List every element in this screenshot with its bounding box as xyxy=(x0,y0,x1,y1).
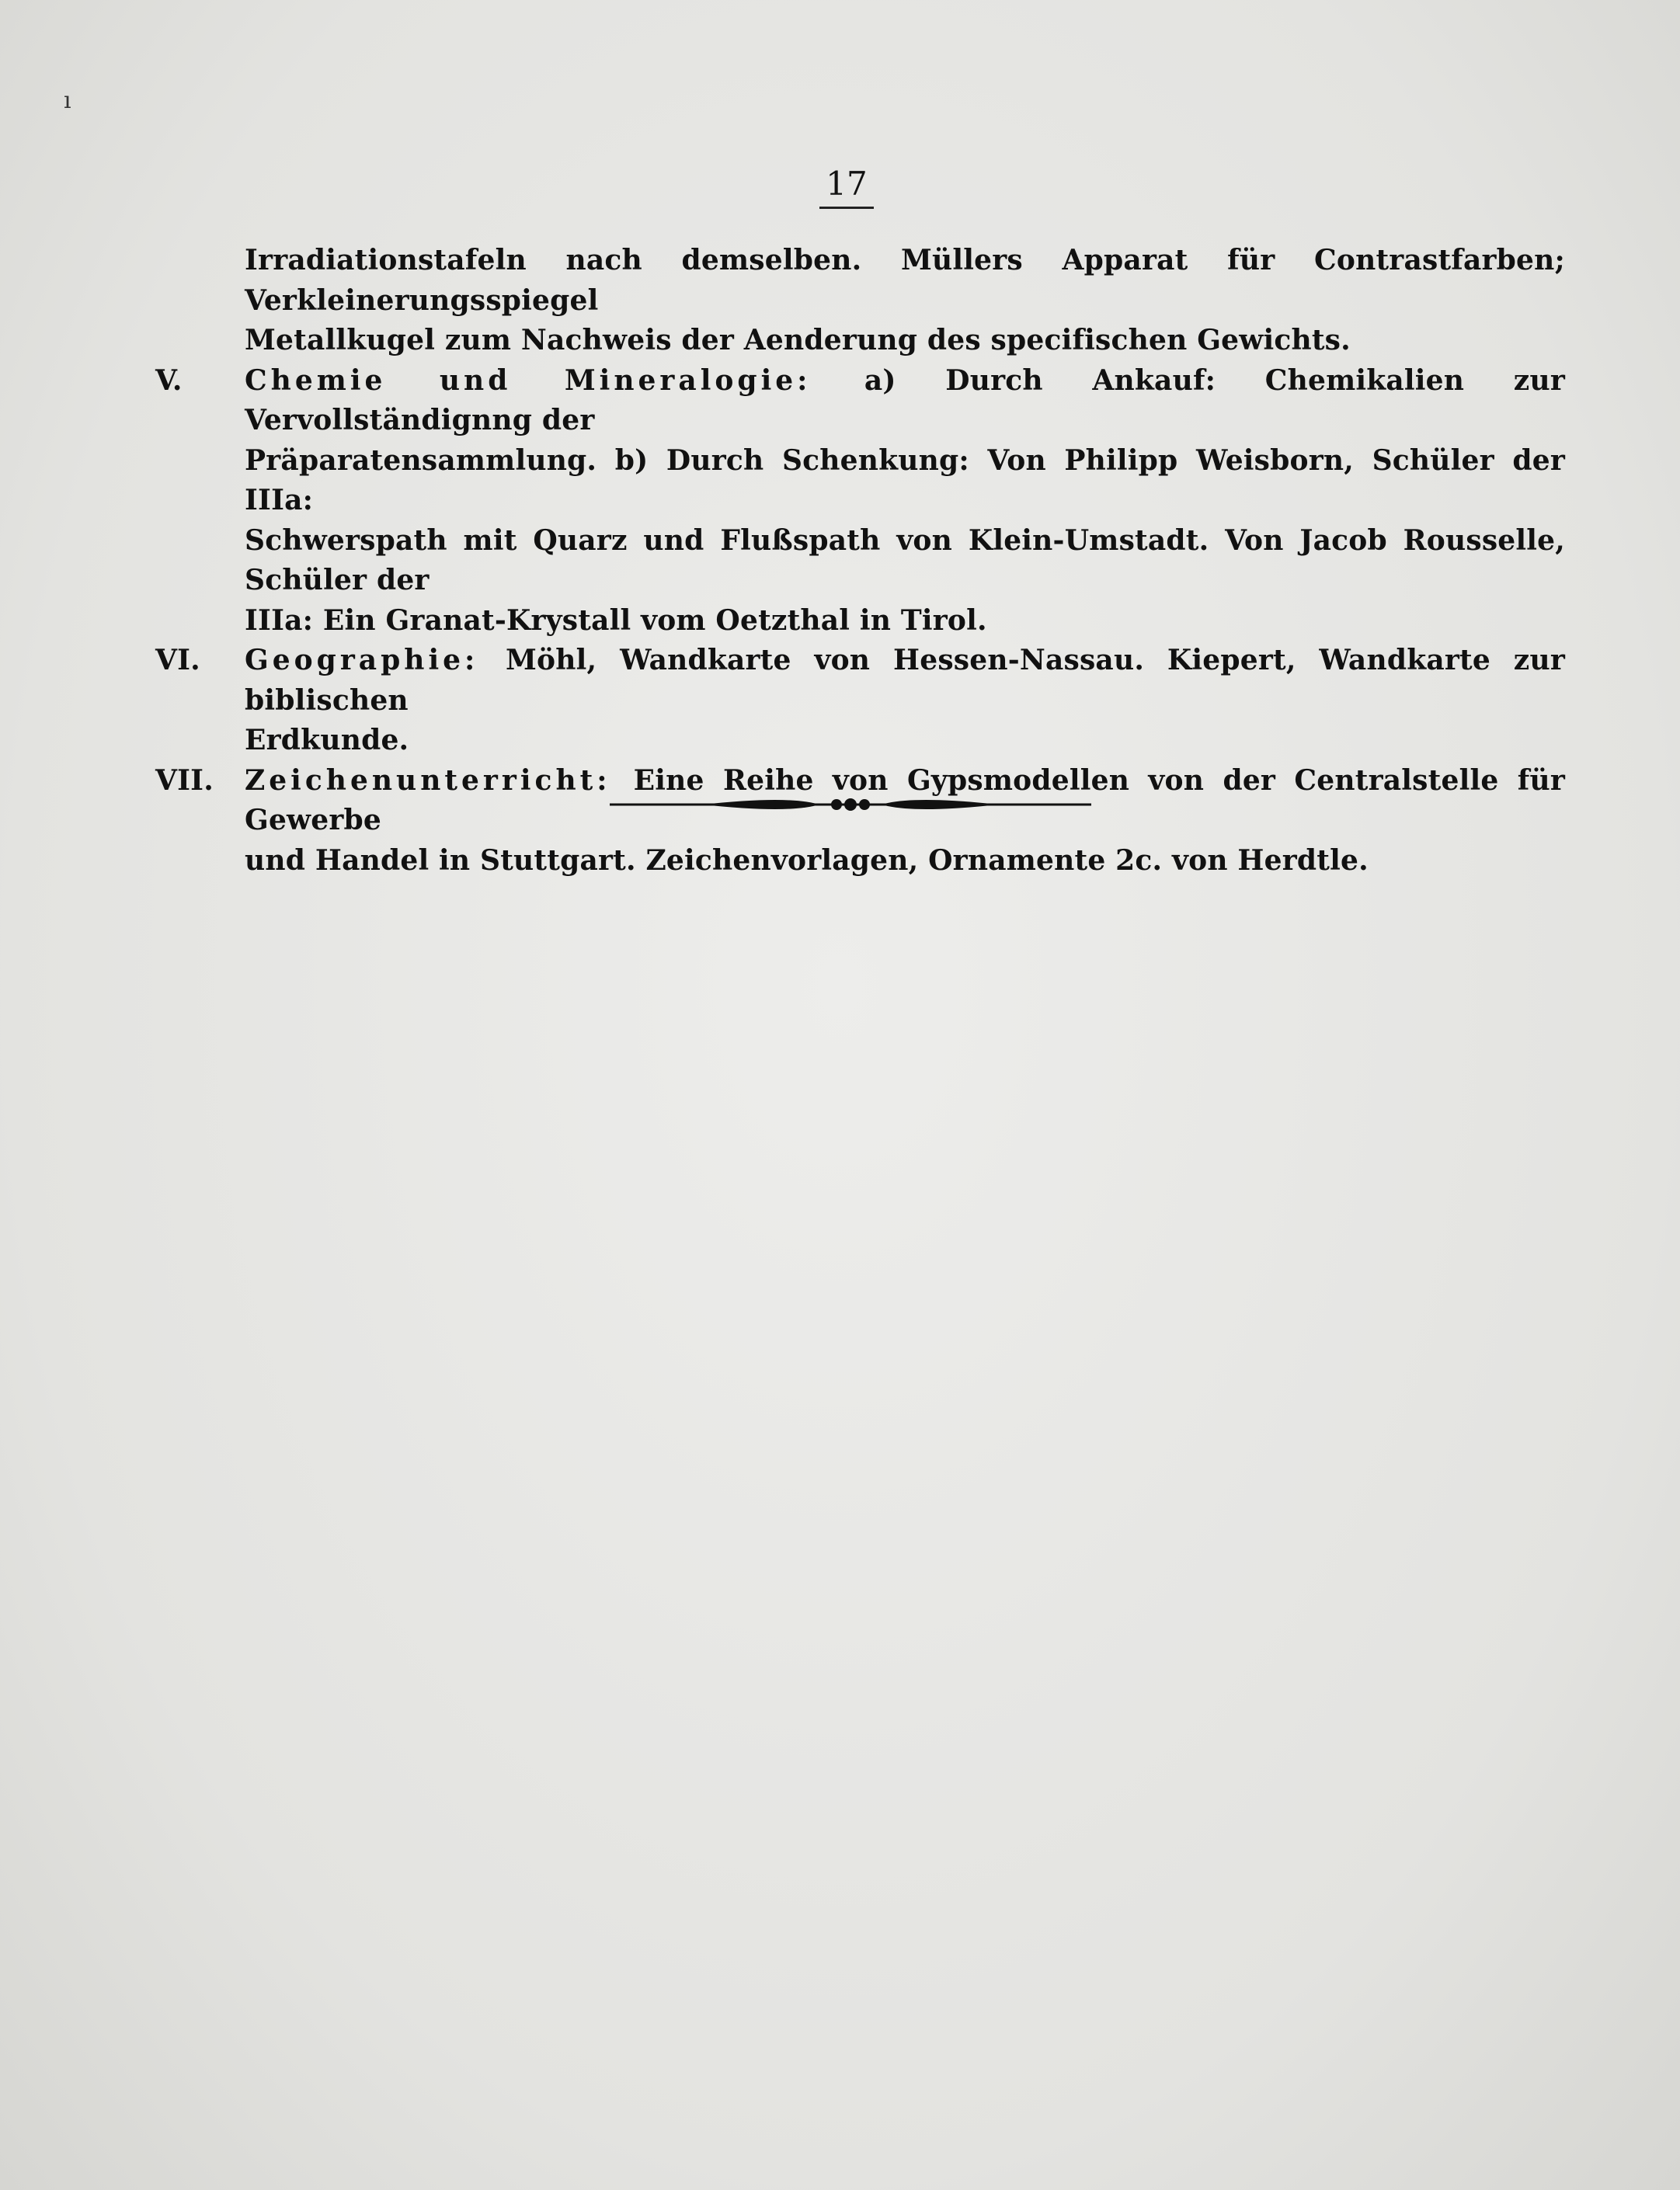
section-heading: Chemie und Mineralogie: xyxy=(245,363,864,397)
text-line: Metallkugel zum Nachweis der Aenderung des specifischen Gewichts. xyxy=(245,324,1351,356)
section-numeral: VI. xyxy=(155,644,200,676)
ornament-divider xyxy=(610,794,1091,815)
paragraph-zeichenunterricht xyxy=(155,761,1565,881)
section-heading: Geographie: xyxy=(245,644,506,676)
document-body xyxy=(155,241,1565,881)
text-line: Möhl, Wandkarte von Hessen-Nassau. Kiepert, Wandkarte zur biblischen xyxy=(245,644,1565,717)
paragraph-continuation xyxy=(155,241,1565,361)
paragraph-geographie xyxy=(155,641,1565,761)
text-line: und Handel in Stuttgart. Zeichenvorlagen, Ornamente 2c. von Herdtle. xyxy=(245,843,1369,877)
text-line: IIIa: Ein Granat-Krystall vom Oetzthal in Tirol. xyxy=(245,603,987,637)
text-line: Schwerspath mit Quarz und Flußspath von Klein-Umstadt. Von Jacob Rousselle, Schüler der xyxy=(245,523,1565,596)
section-heading: Zeichenunterricht: xyxy=(245,763,634,797)
section-numeral: VII. xyxy=(155,763,214,797)
section-numeral: V. xyxy=(155,363,183,397)
text-line: Irradiationstafeln nach demselben. Müllers Apparat für Contrastfarben; Verkleinerungsspiegel xyxy=(245,244,1565,317)
margin-mark: ı xyxy=(64,87,71,114)
text-line: Eine Reihe von Gypsmodellen von der Centralstelle für Gewerbe xyxy=(245,763,1565,836)
text-line: Erdkunde. xyxy=(245,724,409,756)
paragraph-chemie xyxy=(155,361,1565,641)
text-line: a) Durch Ankauf: Chemikalien zur Vervollständignng der xyxy=(245,363,1565,436)
page-number: 17 xyxy=(819,165,874,209)
text-line: Präparatensammlung. b) Durch Schenkung: Von Philipp Weisborn, Schüler der IIIa: xyxy=(245,443,1565,516)
